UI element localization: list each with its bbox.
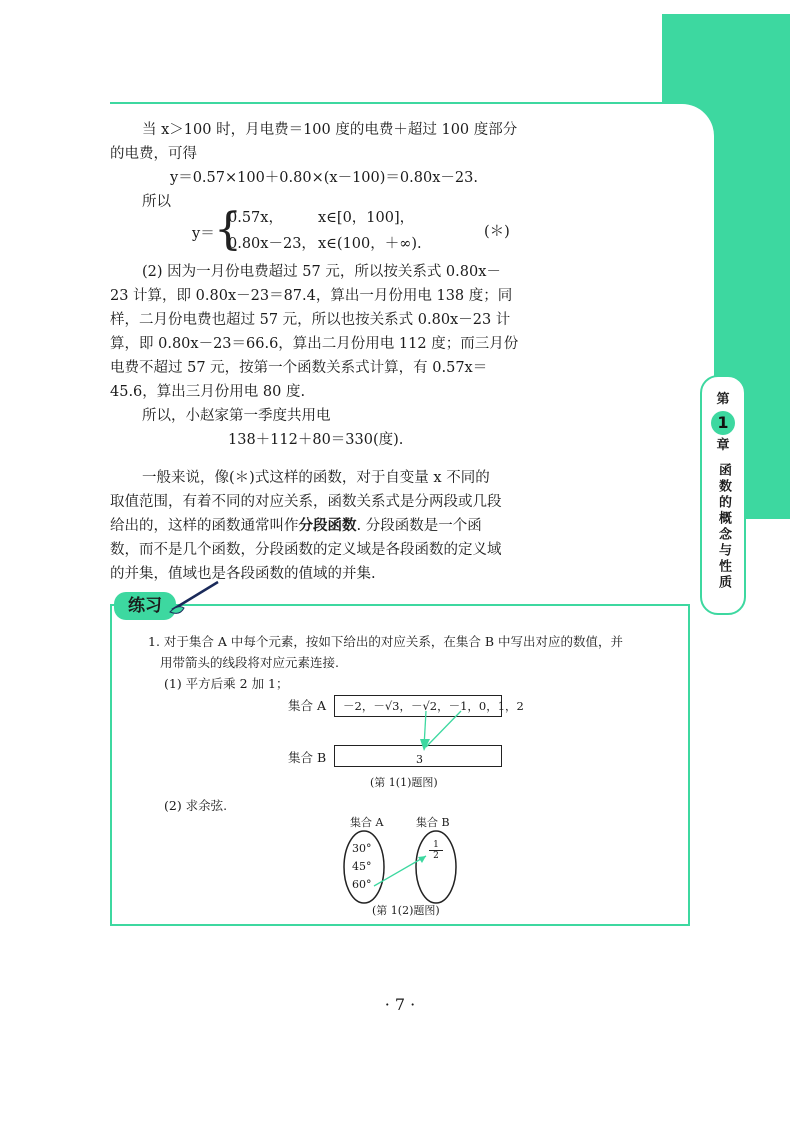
para4-line4: 数，而不是几个函数，分段函数的定义域是各段函数的定义域 [110,542,502,558]
para3-line1: 所以，小赵家第一季度共用电 [142,408,331,424]
oval-a-label: 集合 A [350,816,384,829]
mapping-arrows-1 [400,705,470,755]
para4-line5: 的并集，值域也是各段函数的值域的并集. [110,566,376,582]
oval-a-item-1: 30° [352,842,372,855]
set-a-values: －2，－√3，－√2，－1，0，1，2 [343,699,524,713]
question-1-line1: 1. 对于集合 A 中每个元素，按如下给出的对应关系，在集合 B 中写出对应的数值，并 [148,634,624,649]
piecewise-row2-domain: x∈(100，＋∞). [318,236,422,252]
fraction-one-half [429,840,443,861]
question-1-line2: 用带箭头的线段将对应元素连接. [160,655,339,670]
para4-line3-b: . 分段函数是一个函 [356,518,482,534]
oval-a-item-2: 45° [352,860,372,873]
para2-line4: 算，即 0.80x－23＝66.6，算出二月份用电 112 度；而三月份 [110,336,519,352]
oval-a-item-3: 60° [352,878,372,891]
fraction-denominator: 2 [429,850,443,861]
para4-line3-a: 给出的，这样的函数通常叫作 [110,518,299,534]
para1-line1: 当 x＞100 时，月电费＝100 度的电费＋超过 100 度部分 [142,122,518,138]
pen-icon [166,578,226,618]
set-b-label: 集合 B [288,750,327,765]
para2-line2: 23 计算，即 0.80x－23＝87.4，算出一月份用电 138 度；同 [110,288,513,304]
chapter-number: 1 [711,411,735,435]
subquestion-1: (1) 平方后乘 2 加 1； [164,676,289,691]
para2-line6: 45.6，算出三月份用电 80 度. [110,384,306,400]
piecewise-row1-domain: x∈[0，100]， [318,210,415,226]
chapter-tab-top: 第 [716,392,730,407]
para2-line3: 样，二月份电费也超过 57 元，所以也按关系式 0.80x－23 计 [110,312,511,328]
equation-1: y＝0.57×100＋0.80×(x－100)＝0.80x－23. [170,170,478,186]
set-a-label: 集合 A [288,698,327,713]
fraction-numerator: 1 [433,840,439,850]
suoyi-text: 所以 [142,194,171,210]
term-piecewise-function: 分段函数 [298,518,357,534]
chapter-title: 函数的概念与性质 [716,463,731,591]
exercise-label: 练习 [114,592,176,620]
para2-line5: 电费不超过 57 元，按第一个函数关系式计算，有 0.57x＝ [110,360,488,376]
para4-line3 [110,514,482,538]
para4-line1: 一般来说，像(＊)式这样的函数，对于自变量 x 不同的 [142,470,490,486]
para1-line2: 的电费，可得 [110,146,197,162]
subquestion-2: (2) 求余弦. [164,798,228,813]
piecewise-tag: (＊) [484,224,510,240]
oval-b-label: 集合 B [416,816,450,829]
piecewise-row1-expr: 0.57x， [228,210,283,226]
para2-line1: (2) 因为一月份电费超过 57 元，所以按关系式 0.80x－ [142,264,501,280]
figure-caption-2: (第 1(2)题图) [372,904,440,917]
piecewise-brace: { [214,204,242,255]
figure-caption-1: (第 1(1)题图) [370,776,438,789]
chapter-tab [700,375,746,615]
piecewise-y: y＝ [192,226,215,242]
set-b-value: 3 [416,753,423,766]
chapter-tab-bottom: 章 [716,438,730,453]
page-number: · 7 · [384,995,416,1014]
equation-2: 138＋112＋80＝330(度). [228,432,404,448]
piecewise-row2-expr: 0.80x－23， [228,236,316,252]
para4-line2: 取值范围，有着不同的对应关系，函数关系式是分两段或几段 [110,494,502,510]
